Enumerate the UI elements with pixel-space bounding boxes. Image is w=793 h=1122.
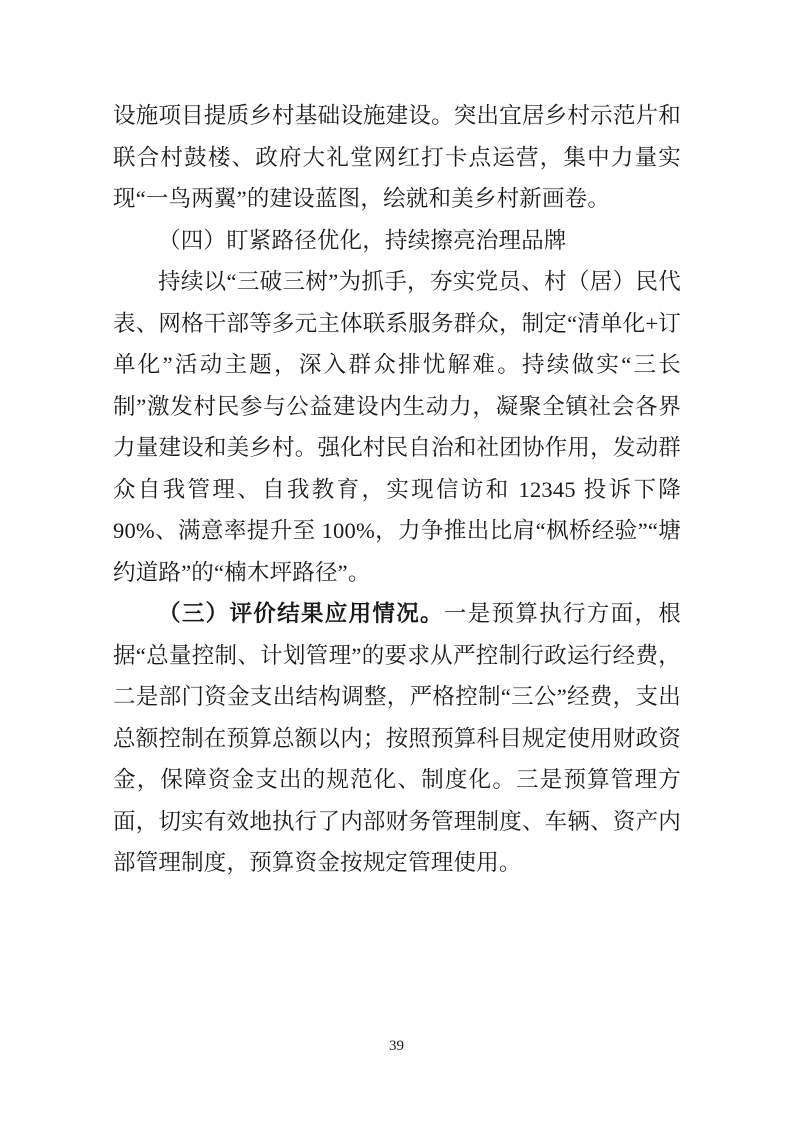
section-heading-four: （四）盯紧路径优化，持续擦亮治理品牌 [158, 227, 567, 253]
paragraph-governance-brand: 持续以“三破三树”为抓手，夯实党员、村（居）民代表、网格干部等多元主体联系服务群众，制定“清单化+订单化”活动主题，深入群众排忧解难。持续做实“三长制”激发村民参与公益建设内生动力，凝聚全镇社会各界力量建设和美乡村。强化村民自治和社团协作用，发动群众自我管理、自我教育，实现信访和 12345 投诉下降 90%、满意率提升至 100%，力争推出比肩“枫桥经验”“塘约道路”的“楠木坪路径”。 [113, 269, 681, 585]
page-number: 39 [389, 1038, 404, 1054]
paragraph-continued: 设施项目提质乡村基础设施建设。突出宜居乡村示范片和联合村鼓楼、政府大礼堂网红打卡点运营，集中力量实现“一鸟两翼”的建设蓝图，绘就和美乡村新画卷。 [113, 103, 681, 211]
page-content [113, 95, 681, 884]
paragraph-body-text: 一是预算执行方面，根据“总量控制、计划管理”的要求从严控制行政运行经费，二是部门资金支出结构调整，严格控制“三公”经费，支出总额控制在预算总额以内；按照预算科目规定使用财政资金，保障资金支出的规范化、制度化。三是预算管理方面，切实有效地执行了内部财务管理制度、车辆、资产内部管理制度，预算资金按规定管理使用。 [113, 601, 681, 875]
paragraph-lead-label: （三）评价结果应用情况。 [158, 601, 444, 626]
paragraph-evaluation-application [113, 593, 681, 884]
